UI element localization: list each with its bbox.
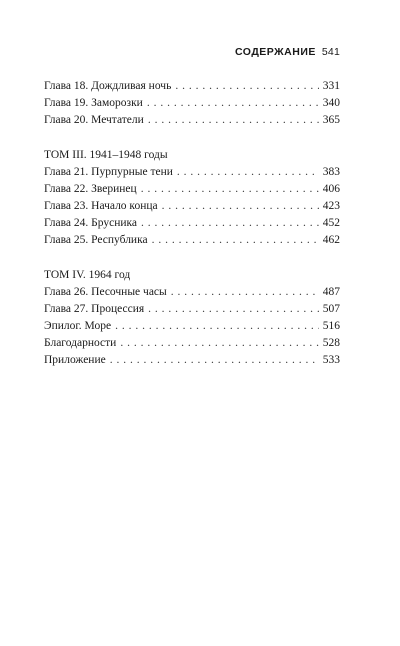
- toc-entry-page: 516: [322, 320, 340, 332]
- toc-entry: [44, 95, 340, 112]
- dot-leader: [141, 181, 319, 198]
- toc-entry: [44, 198, 340, 215]
- toc-entry-page: 423: [322, 200, 340, 212]
- toc-entry-title: Глава 25. Республика: [44, 234, 148, 246]
- toc-group-continuation: [44, 78, 340, 129]
- dot-leader: [175, 78, 318, 95]
- toc-entry: [44, 335, 340, 352]
- toc-entry-page: 340: [322, 97, 340, 109]
- toc-entry-title: Глава 26. Песочные часы: [44, 286, 167, 298]
- volume-heading: ТОМ III. 1941–1948 годы: [44, 149, 168, 161]
- toc-entry-title: Глава 19. Заморозки: [44, 97, 143, 109]
- dot-leader: [177, 164, 319, 181]
- toc-entry-page: 528: [322, 337, 340, 349]
- toc-entry: [44, 284, 340, 301]
- toc-group-volume-4: [44, 267, 340, 369]
- dot-leader: [141, 215, 319, 232]
- toc-entry-title: Эпилог. Море: [44, 320, 112, 332]
- table-of-contents: [44, 78, 340, 369]
- volume-heading: ТОМ IV. 1964 год: [44, 269, 131, 281]
- dot-leader: [148, 112, 319, 129]
- dot-leader: [171, 284, 319, 301]
- dot-leader: [152, 232, 319, 249]
- toc-entry: [44, 232, 340, 249]
- dot-leader: [115, 318, 319, 335]
- toc-entry-page: 331: [322, 80, 340, 92]
- toc-entry-page: 406: [322, 183, 340, 195]
- toc-entry: [44, 215, 340, 232]
- toc-entry-page: 533: [322, 354, 340, 366]
- toc-entry: [44, 301, 340, 318]
- dot-leader: [162, 198, 319, 215]
- toc-entry: [44, 164, 340, 181]
- toc-entry-page: 507: [322, 303, 340, 315]
- toc-group-volume-3: [44, 147, 340, 249]
- running-head-title: СОДЕРЖАНИЕ: [234, 46, 316, 58]
- toc-entry: [44, 78, 340, 95]
- toc-entry-title: Глава 22. Зверинец: [44, 183, 137, 195]
- toc-entry: [44, 112, 340, 129]
- toc-entry-page: 383: [322, 166, 340, 178]
- dot-leader: [120, 335, 318, 352]
- toc-entry-title: Приложение: [44, 354, 106, 366]
- toc-entry-page: 365: [322, 114, 340, 126]
- toc-entry: [44, 352, 340, 369]
- toc-entry-title: Глава 21. Пурпурные тени: [44, 166, 173, 178]
- dot-leader: [110, 352, 319, 369]
- toc-entry-page: 487: [322, 286, 340, 298]
- toc-entry-title: Глава 23. Начало конца: [44, 200, 158, 212]
- toc-entry-title: Благодарности: [44, 337, 117, 349]
- toc-entry-title: Глава 18. Дождливая ночь: [44, 80, 172, 92]
- toc-entry-page: 462: [322, 234, 340, 246]
- toc-entry: [44, 181, 340, 198]
- dot-leader: [147, 95, 319, 112]
- dot-leader: [148, 301, 319, 318]
- toc-entry-title: Глава 27. Процессия: [44, 303, 145, 315]
- running-head: [235, 46, 340, 58]
- page-number: 541: [321, 46, 340, 58]
- toc-entry: [44, 318, 340, 335]
- toc-entry-page: 452: [322, 217, 340, 229]
- toc-entry-title: Глава 20. Мечтатели: [44, 114, 144, 126]
- toc-entry-title: Глава 24. Брусника: [44, 217, 138, 229]
